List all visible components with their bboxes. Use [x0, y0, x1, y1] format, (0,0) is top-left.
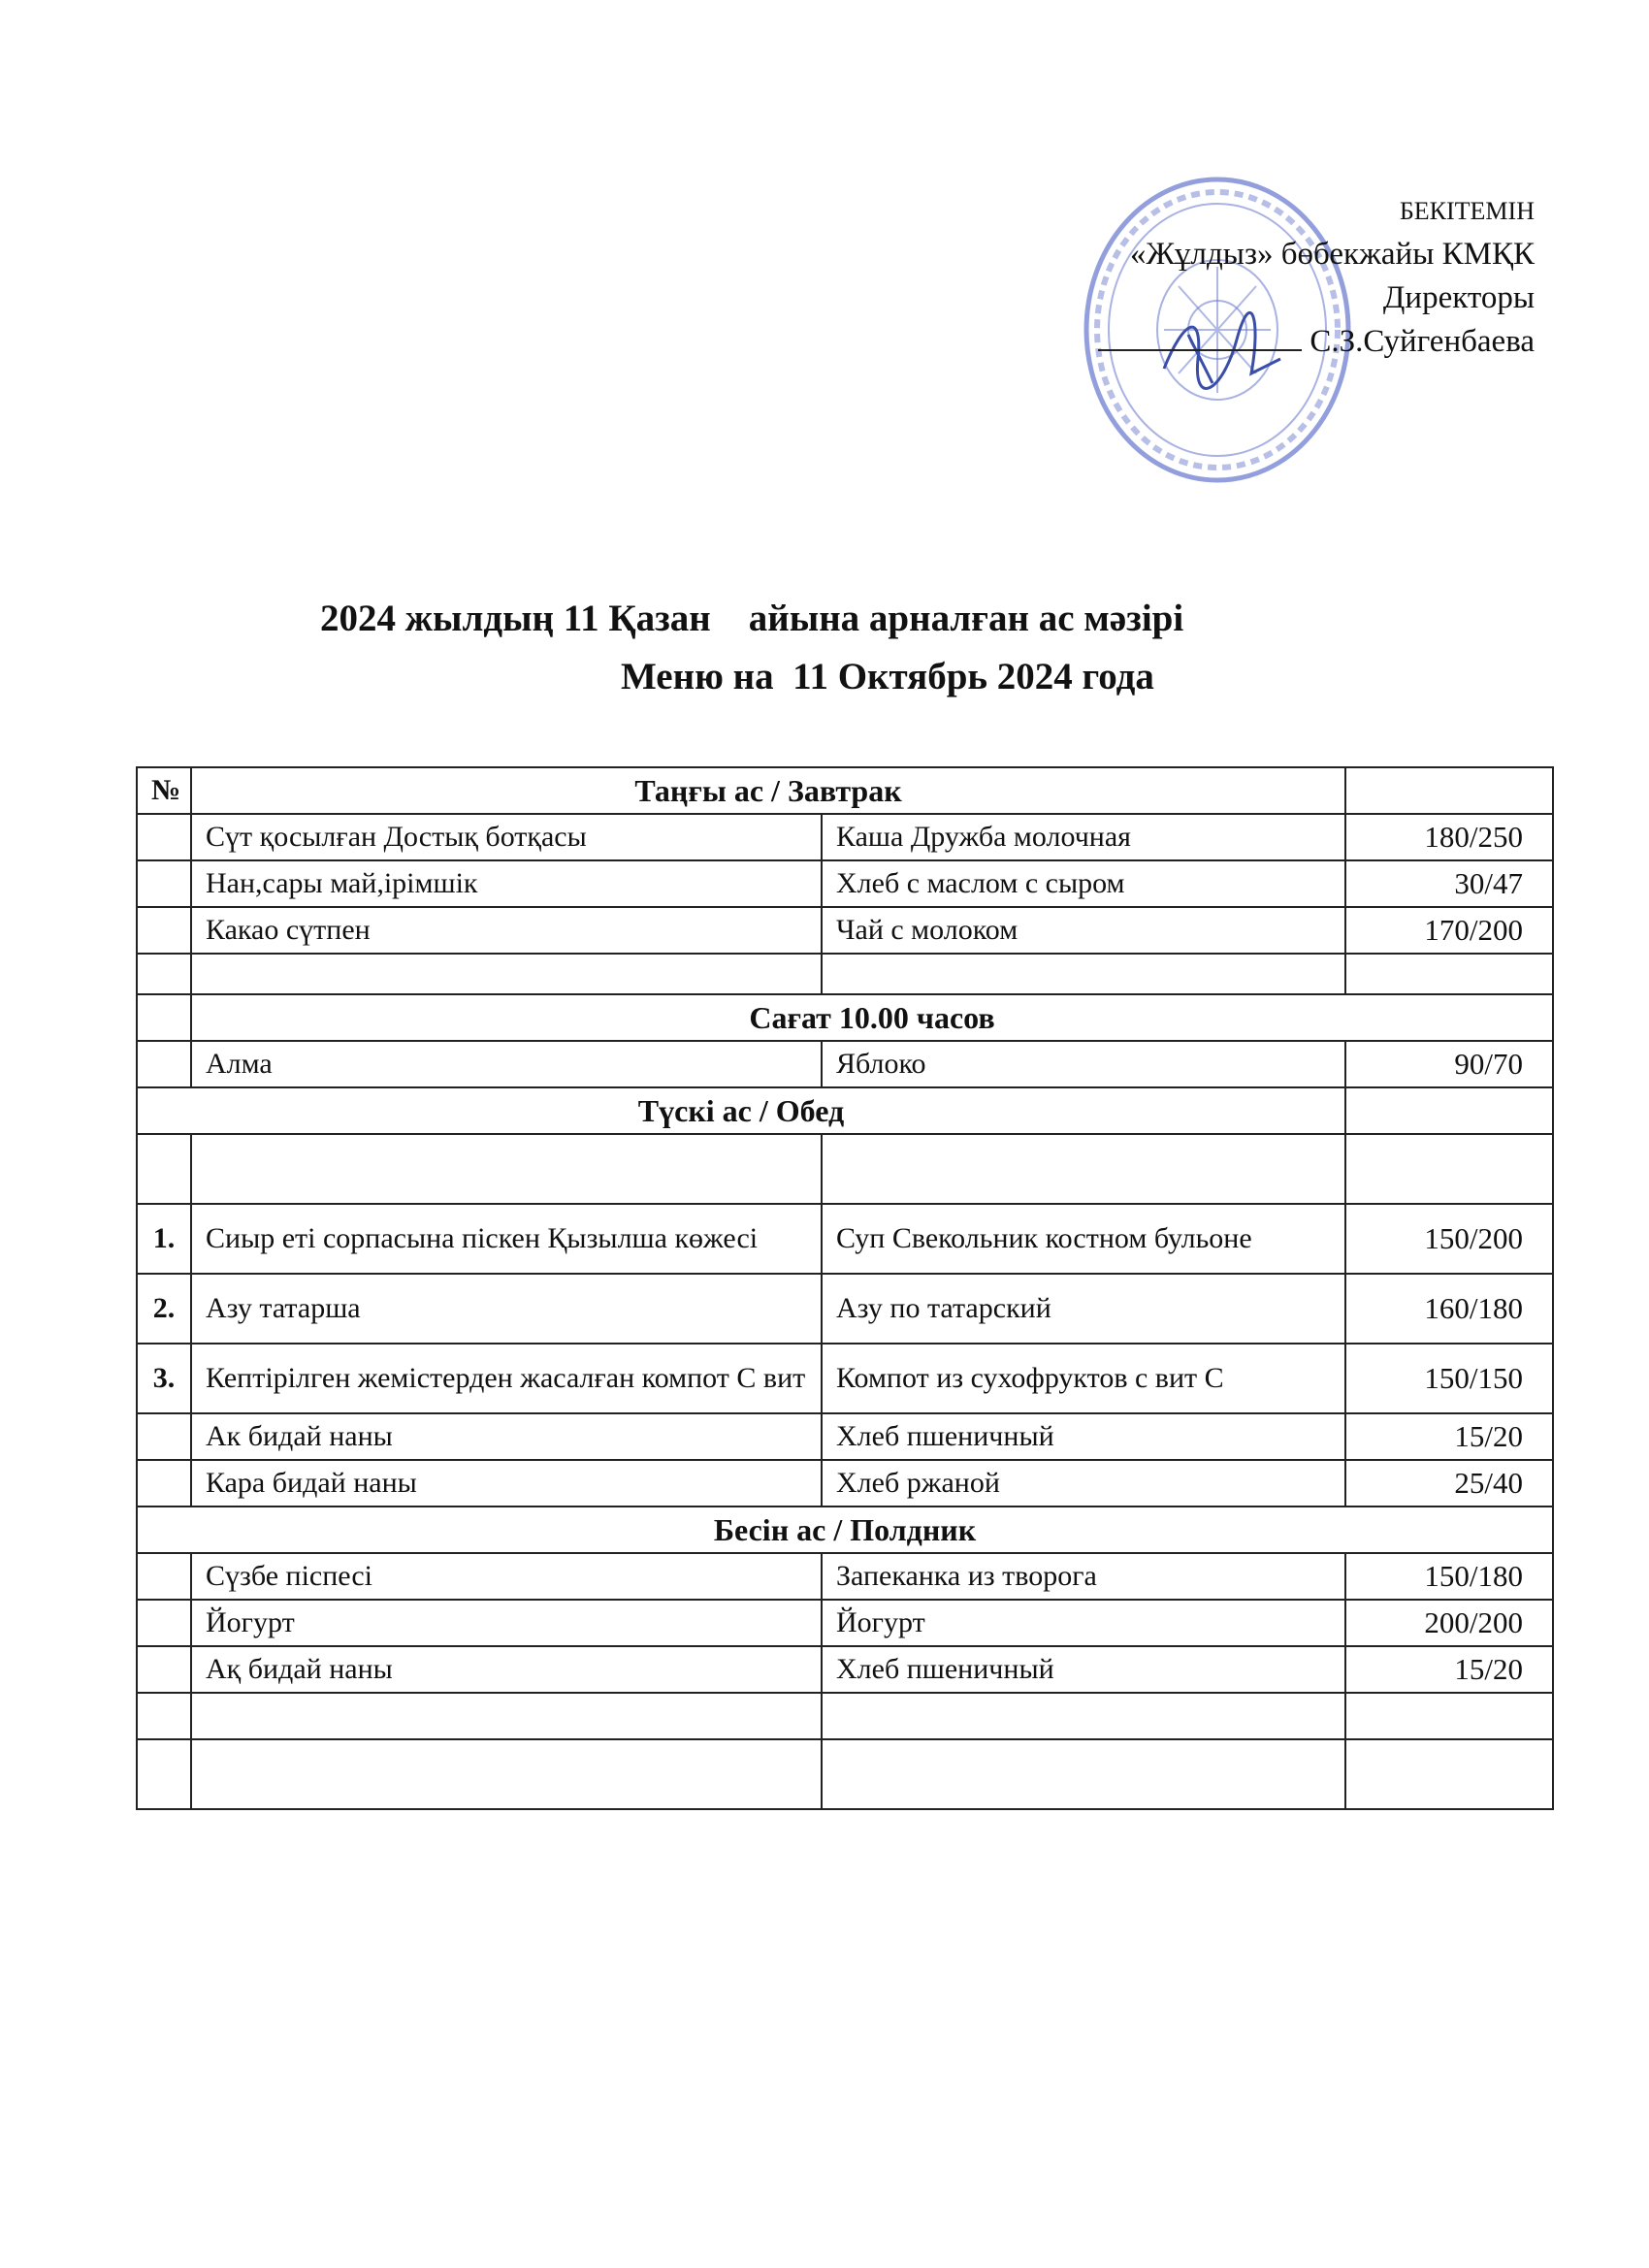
- signature-line: [1098, 324, 1302, 351]
- dish-kazakh: Сүзбе піспесі: [191, 1553, 822, 1600]
- table-row: [137, 814, 1553, 860]
- dish-kazakh: Сиыр еті сорпасына піскен Қызылша көжесі: [191, 1204, 822, 1274]
- empty-row: [137, 1134, 1553, 1204]
- dish-russian: Хлеб ржаной: [822, 1460, 1345, 1507]
- section-title-lunch: Түскі ас / Обед: [137, 1087, 1345, 1134]
- approval-organization: «Жұлдыз» бөбекжайы КМҚК: [1129, 237, 1535, 272]
- portion: 150/200: [1345, 1204, 1553, 1274]
- approval-block: [1030, 189, 1535, 364]
- dish-russian: Хлеб пшеничный: [822, 1413, 1345, 1460]
- dish-russian: Каша Дружба молочная: [822, 814, 1345, 860]
- portion: 180/250: [1345, 814, 1553, 860]
- table-row: [137, 907, 1553, 954]
- dish-russian: Суп Свекольник костном бульоне: [822, 1204, 1345, 1274]
- dish-russian: Азу по татарский: [822, 1274, 1345, 1344]
- menu-table: [136, 766, 1554, 1810]
- section-title-breakfast: Таңғы ас / Завтрак: [191, 767, 1345, 814]
- table-row: [137, 1413, 1553, 1460]
- portion: 200/200: [1345, 1600, 1553, 1646]
- section-row-lunch: [137, 1087, 1553, 1134]
- table-header-row: [137, 767, 1553, 814]
- dish-russian: Йогурт: [822, 1600, 1345, 1646]
- portion: 170/200: [1345, 907, 1553, 954]
- portion: 150/180: [1345, 1553, 1553, 1600]
- table-row: [137, 1646, 1553, 1693]
- dish-kazakh: Кептірілген жемістерден жасалған компот С вит: [191, 1344, 822, 1413]
- row-number: 2.: [137, 1274, 191, 1344]
- portion: 15/20: [1345, 1413, 1553, 1460]
- empty-row: [137, 1739, 1553, 1809]
- dish-russian: Яблоко: [822, 1041, 1345, 1087]
- dish-kazakh: Ақ бидай наны: [191, 1646, 822, 1693]
- table-row: [137, 1460, 1553, 1507]
- row-number: 3.: [137, 1344, 191, 1413]
- dish-russian: Хлеб с маслом с сыром: [822, 860, 1345, 907]
- director-name: С.З.Суйгенбаева: [1310, 324, 1535, 359]
- table-row: [137, 1041, 1553, 1087]
- dish-kazakh: Йогурт: [191, 1600, 822, 1646]
- portion: 30/47: [1345, 860, 1553, 907]
- dish-kazakh: Сүт қосылған Достық ботқасы: [191, 814, 822, 860]
- table-row: [137, 1344, 1553, 1413]
- row-number: [137, 1413, 191, 1460]
- dish-russian: Компот из сухофруктов с вит С: [822, 1344, 1345, 1413]
- approval-label: БЕКІТЕМІН: [1399, 197, 1535, 225]
- section-title-snack: Сағат 10.00 часов: [191, 994, 1553, 1041]
- portion: 150/150: [1345, 1344, 1553, 1413]
- dish-kazakh: Нан,сары май,ірімшік: [191, 860, 822, 907]
- portion: 15/20: [1345, 1646, 1553, 1693]
- table-row: [137, 1204, 1553, 1274]
- approval-signature-line: [1030, 320, 1535, 364]
- title-russian: Меню на 11 Октябрь 2024 года: [621, 656, 1154, 697]
- empty-row: [137, 1693, 1553, 1739]
- section-title-afternoon: Бесін ас / Полдник: [137, 1507, 1553, 1553]
- row-number: 1.: [137, 1204, 191, 1274]
- empty-row: [137, 954, 1553, 994]
- table-row: [137, 860, 1553, 907]
- dish-russian: Хлеб пшеничный: [822, 1646, 1345, 1693]
- dish-kazakh: Кара бидай наны: [191, 1460, 822, 1507]
- dish-russian: Чай с молоком: [822, 907, 1345, 954]
- dish-kazakh: Ак бидай наны: [191, 1413, 822, 1460]
- portion: 160/180: [1345, 1274, 1553, 1344]
- portion: 90/70: [1345, 1041, 1553, 1087]
- section-row-afternoon: [137, 1507, 1553, 1553]
- approval-position: Директоры: [1382, 280, 1535, 315]
- title-kazakh: 2024 жылдың 11 Қазан айына арналған ас мәзірі: [320, 598, 1184, 639]
- section-row-snack: [137, 994, 1553, 1041]
- dish-kazakh: Какао сүтпен: [191, 907, 822, 954]
- dish-kazakh: Алма: [191, 1041, 822, 1087]
- portion: 25/40: [1345, 1460, 1553, 1507]
- table-row: [137, 1274, 1553, 1344]
- table-row: [137, 1600, 1553, 1646]
- table-row: [137, 1553, 1553, 1600]
- number-header: №: [137, 767, 191, 814]
- dish-russian: Запеканка из творога: [822, 1553, 1345, 1600]
- dish-kazakh: Азу татарша: [191, 1274, 822, 1344]
- row-number: [137, 1460, 191, 1507]
